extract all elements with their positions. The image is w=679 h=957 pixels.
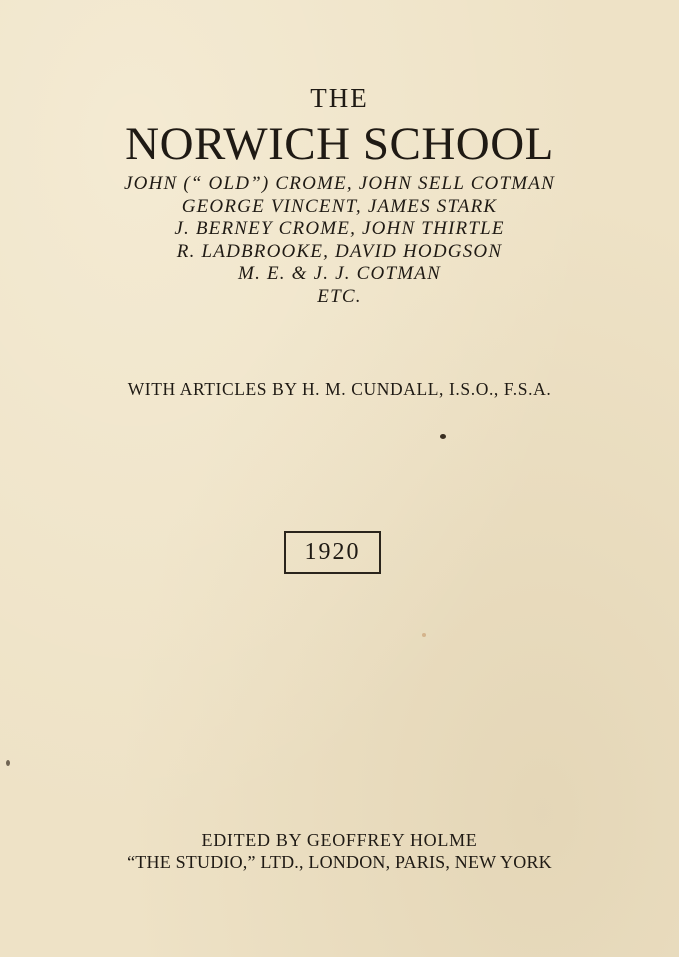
painters-line: JOHN (“ OLD”) CROME, JOHN SELL COTMAN — [124, 173, 555, 194]
painters-line: J. BERNEY CROME, JOHN THIRTLE — [174, 218, 505, 239]
publication-year: 1920 — [304, 539, 361, 565]
book-title: NORWICH SCHOOL — [125, 118, 554, 170]
publisher-line: “THE STUDIO,” LTD., LONDON, PARIS, NEW YORK — [127, 852, 552, 872]
title-the: THE — [310, 83, 369, 113]
painters-line: GEORGE VINCENT, JAMES STARK — [181, 195, 498, 217]
articles-credit: WITH ARTICLES BY H. M. CUNDALL, I.S.O., F.S.A. — [127, 379, 552, 399]
year-box — [284, 531, 381, 574]
ink-spot — [6, 760, 10, 766]
painters-line: R. LADBROOKE, DAVID HODGSON — [176, 240, 503, 262]
ink-spot — [440, 434, 446, 439]
painters-line: ETC. — [317, 285, 362, 307]
paper-speck — [422, 633, 426, 637]
painters-list — [0, 173, 679, 308]
editor-credit: EDITED BY GEOFFREY HOLME — [201, 830, 478, 850]
painters-line: M. E. & J. J. COTMAN — [238, 263, 441, 284]
